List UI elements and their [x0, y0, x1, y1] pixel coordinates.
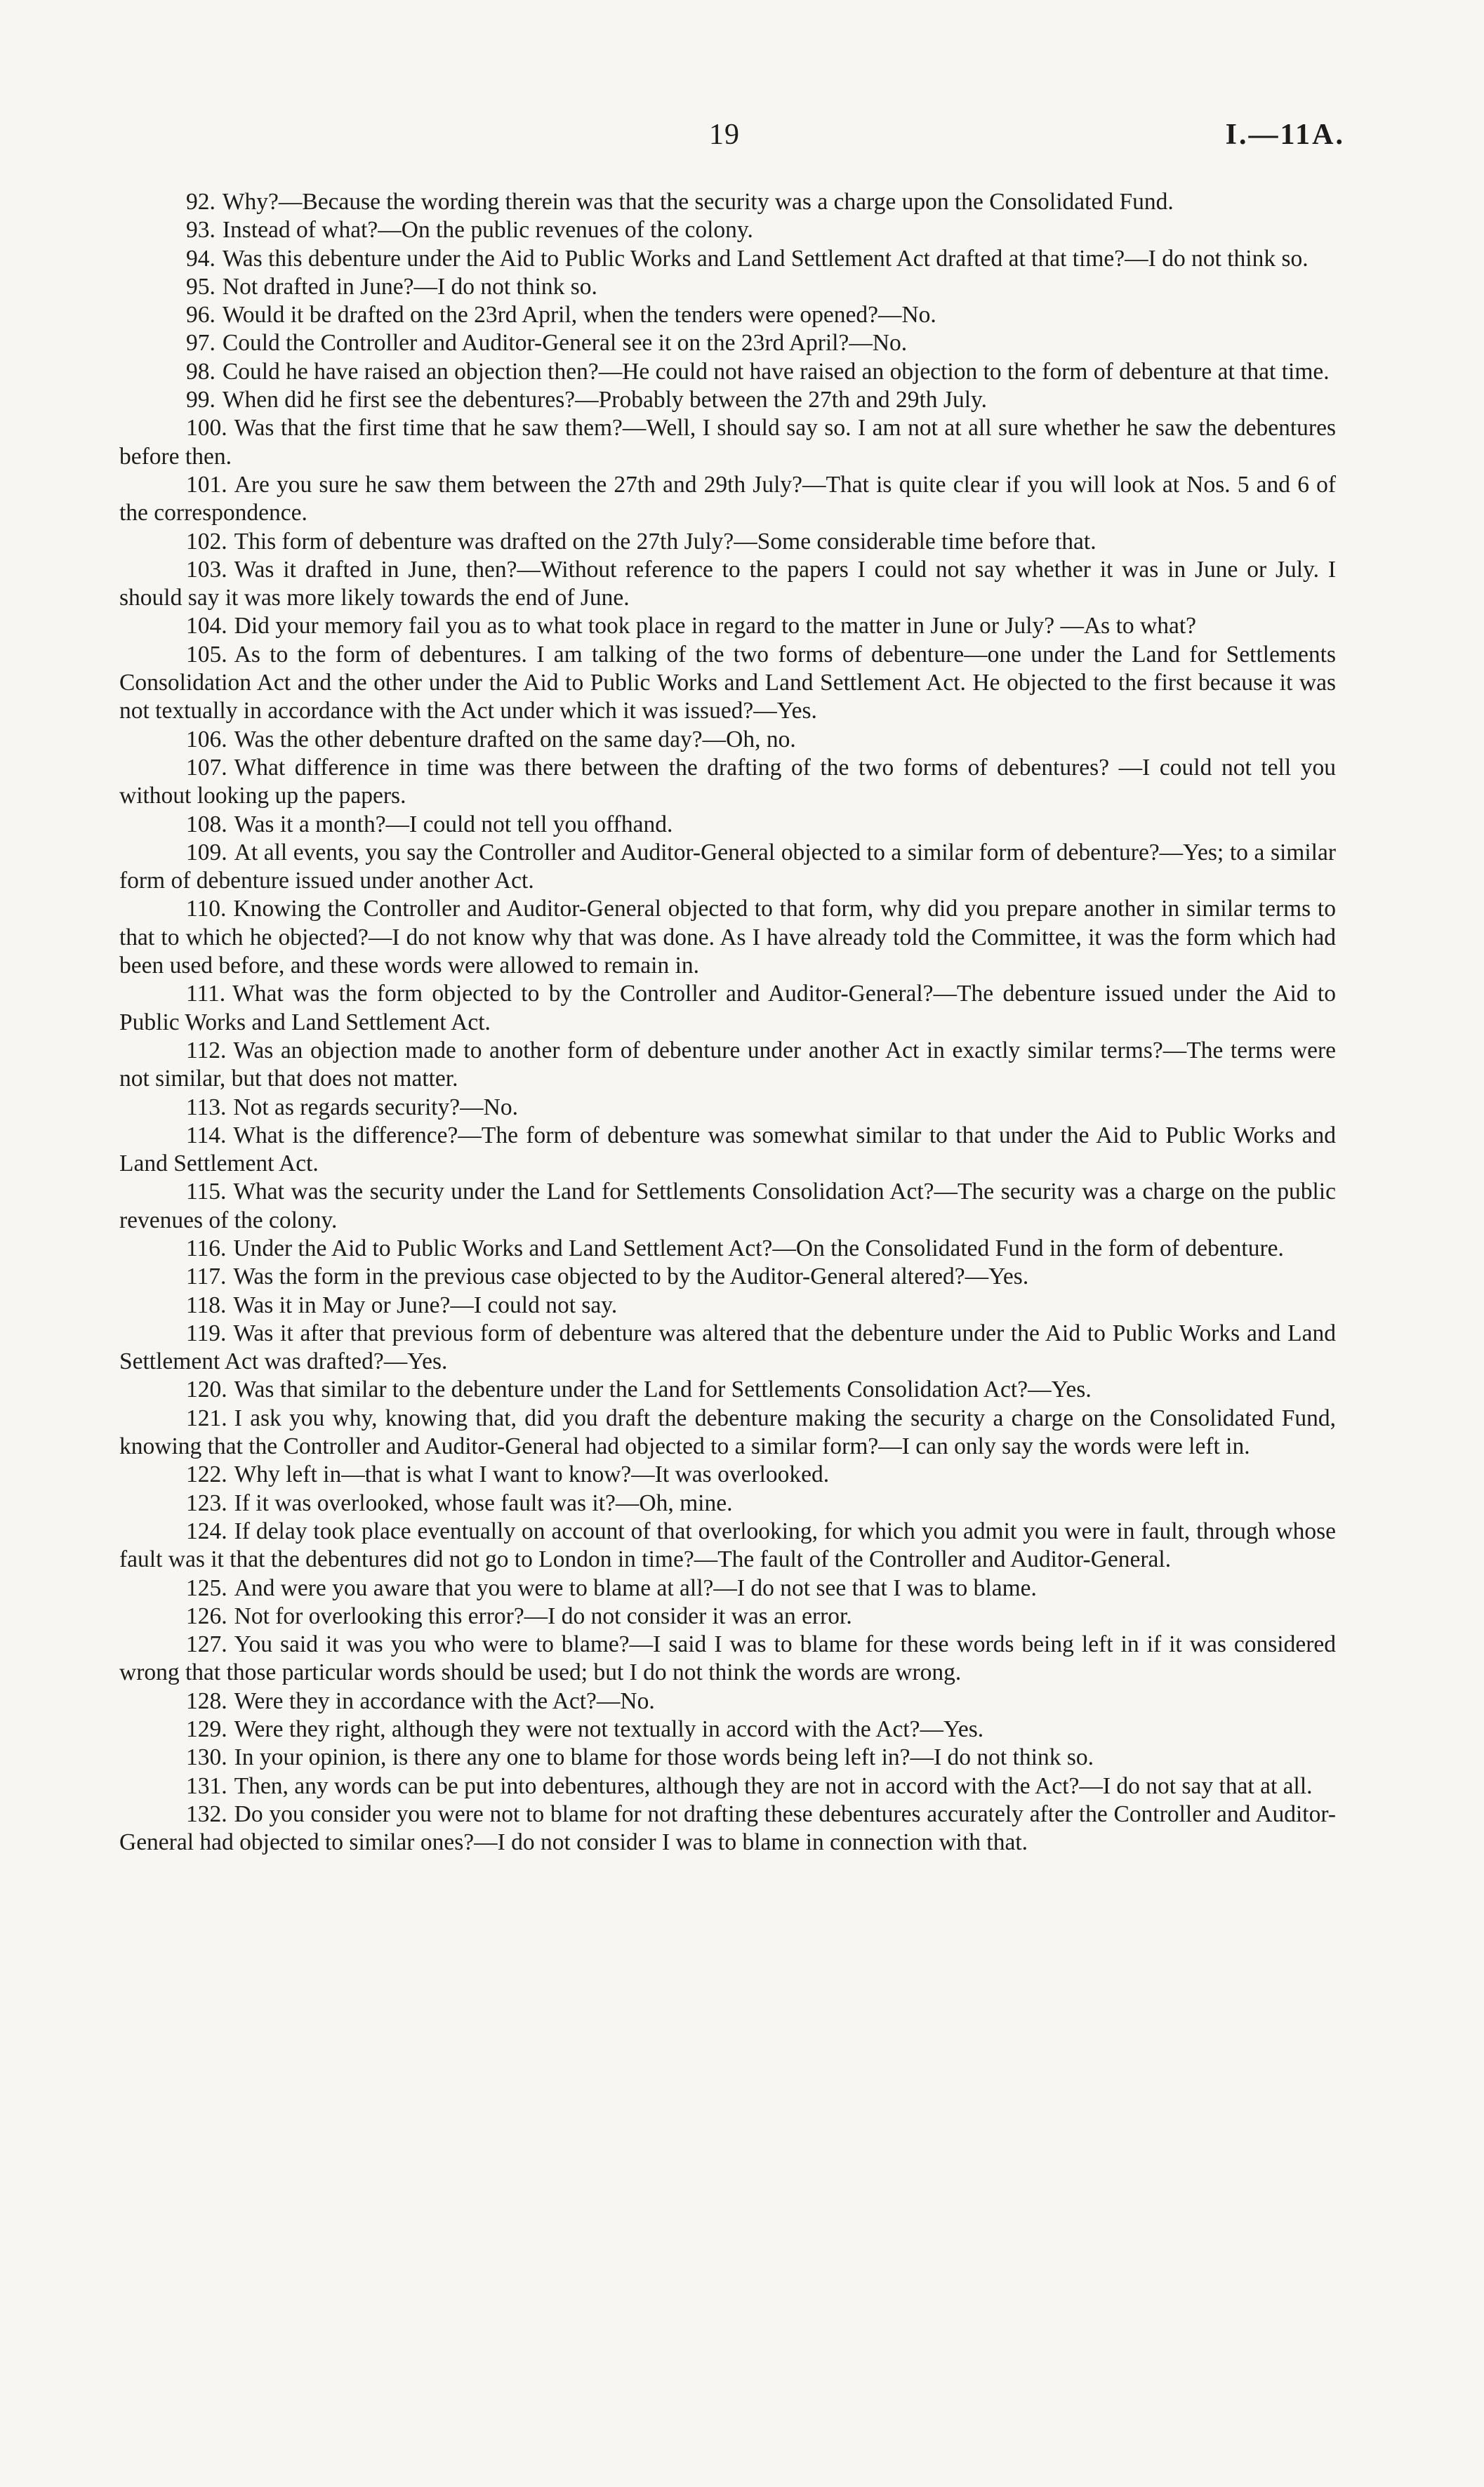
question-answer-paragraph [119, 1235, 1336, 1263]
paragraph-text: Was it drafted in June, then?—Without reference to the papers I could not say whether it was in June or July. I should say it was more likely towards the end of June. [119, 556, 1336, 611]
paragraph-text: Could the Controller and Auditor-General see it on the 23rd April?—No. [222, 330, 908, 357]
paragraph-number: 98. [186, 358, 216, 385]
paragraph-number: 107. [186, 754, 227, 781]
question-answer-paragraph [119, 301, 1336, 329]
paragraph-text: Under the Aid to Public Works and Land Settlement Act?—On the Consolidated Fund in the form of debenture. [233, 1235, 1284, 1261]
question-answer-paragraph [119, 471, 1336, 528]
page-header [0, 118, 1484, 160]
paragraph-text: What was the security under the Land for Settlements Consolidation Act?—The security was a charge on the public revenues of the colony. [119, 1179, 1336, 1233]
paragraph-number: 94. [186, 245, 216, 272]
question-answer-paragraph [119, 188, 1336, 216]
paragraph-text: If it was overlooked, whose fault was it?—Oh, mine. [234, 1490, 733, 1516]
question-answer-paragraph [119, 1490, 1336, 1518]
paragraph-text: Are you sure he saw them between the 27th and 29th July?—That is quite clear if you will look at Nos. 5 and 6 of the correspondence. [119, 471, 1336, 526]
paragraph-text: I ask you why, knowing that, did you draft the debenture making the security a charge on the Consolidated Fund, knowing that the Controller and Auditor-General had objected to a similar form?—I can only say the words were left in. [119, 1405, 1336, 1460]
paragraph-number: 92. [186, 189, 216, 215]
question-answer-paragraph [119, 216, 1336, 244]
question-answer-paragraph [119, 386, 1336, 414]
page-number: 19 [709, 119, 740, 151]
paragraph-text: Knowing the Controller and Auditor-General objected to that form, why did you prepare another in similar terms to that to which he objected?—I do not know why that was done. As I have already told the Committee, it was the form which had been used before, and these words were allowed to remain in. [119, 896, 1336, 979]
question-answer-paragraph [119, 528, 1336, 556]
paragraph-number: 100. [186, 415, 227, 442]
paragraph-number: 93. [186, 217, 216, 244]
paragraph-number: 130. [186, 1744, 227, 1771]
paragraph-number: 118. [186, 1292, 227, 1318]
paragraph-text: Not drafted in June?—I do not think so. [222, 273, 597, 300]
question-answer-paragraph [119, 726, 1336, 754]
paragraph-text: Was the form in the previous case objected to by the Auditor-General altered?—Yes. [233, 1264, 1029, 1290]
paragraph-text: Not as regards security?—No. [233, 1094, 518, 1120]
question-answer-paragraph [119, 895, 1336, 980]
question-answer-paragraph [119, 612, 1336, 640]
paragraph-number: 124. [186, 1518, 227, 1544]
paragraph-text: Were they in accordance with the Act?—No. [234, 1687, 655, 1714]
question-answer-paragraph [119, 1716, 1336, 1744]
paragraph-text: Then, any words can be put into debentures, although they are not in accord with the Act?—I do not say that at all. [234, 1772, 1313, 1799]
paragraph-number: 104. [186, 613, 227, 639]
question-answer-paragraph [119, 414, 1336, 471]
paragraph-number: 109. [186, 839, 227, 866]
paragraph-number: 111. [186, 981, 226, 1007]
paragraph-number: 121. [186, 1405, 227, 1431]
paragraph-text: Was that the first time that he saw them?—Well, I should say so. I am not at all sure whether he saw the debentures before then. [119, 415, 1336, 470]
paragraph-text: What difference in time was there between the drafting of the two forms of debentures? —I could not tell you without looking up the papers. [119, 754, 1336, 809]
question-answer-paragraph [119, 839, 1336, 896]
question-answer-paragraph [119, 754, 1336, 811]
paragraph-number: 126. [186, 1603, 227, 1629]
question-answer-paragraph [119, 1772, 1336, 1800]
paragraph-number: 119. [186, 1320, 227, 1346]
question-answer-paragraph [119, 1320, 1336, 1377]
paragraph-text: Was it after that previous form of debenture was altered that the debenture under the Aid to Public Works and Land Settlement Act was drafted?—Yes. [119, 1320, 1336, 1375]
paragraph-text: Was the other debenture drafted on the same day?—Oh, no. [234, 726, 796, 752]
paragraph-number: 116. [186, 1235, 227, 1261]
question-answer-paragraph [119, 1744, 1336, 1772]
paragraph-text: Not for overlooking this error?—I do not consider it was an error. [234, 1603, 852, 1629]
paragraph-text: If delay took place eventually on account of that overlooking, for which you admit you were in fault, through whose fault was it that the debentures did not go to London in time?—The fault of the Controller and Auditor-General. [119, 1518, 1336, 1573]
paragraph-text: What is the difference?—The form of debenture was somewhat similar to that under the Aid to Public Works and Land Settlement Act. [119, 1122, 1336, 1177]
paragraph-number: 114. [186, 1122, 227, 1148]
paragraph-text: What was the form objected to by the Controller and Auditor-General?—The debenture issued under the Aid to Public Works and Land Settlement Act. [119, 981, 1336, 1035]
paragraph-text: This form of debenture was drafted on the 27th July?—Some considerable time before that. [234, 528, 1097, 555]
question-answer-paragraph [119, 245, 1336, 273]
question-answer-paragraph [119, 273, 1336, 301]
paragraph-text: In your opinion, is there any one to blame for those words being left in?—I do not think so. [234, 1744, 1094, 1771]
paragraph-text: At all events, you say the Controller and Auditor-General objected to a similar form of debenture?—Yes; to a similar form of debenture issued under another Act. [119, 839, 1336, 894]
paragraph-text: Was that similar to the debenture under the Land for Settlements Consolidation Act?—Yes. [234, 1377, 1092, 1403]
paragraph-number: 112. [186, 1037, 227, 1063]
paragraph-number: 131. [186, 1772, 227, 1799]
question-answer-paragraph [119, 1263, 1336, 1291]
question-answer-paragraph [119, 1405, 1336, 1461]
paragraph-number: 102. [186, 528, 227, 555]
paragraph-text: Instead of what?—On the public revenues of the colony. [222, 217, 753, 244]
question-answer-paragraph [119, 1631, 1336, 1687]
paragraph-text: Was it a month?—I could not tell you offhand. [234, 811, 673, 837]
paragraph-number: 120. [186, 1377, 227, 1403]
paragraph-number: 108. [186, 811, 227, 837]
question-answer-paragraph [119, 1122, 1336, 1179]
question-answer-paragraph [119, 1178, 1336, 1235]
paragraph-text: When did he first see the debentures?—Probably between the 27th and 29th July. [222, 387, 987, 413]
paragraph-number: 123. [186, 1490, 227, 1516]
question-answer-paragraph [119, 556, 1336, 613]
question-answer-paragraph [119, 641, 1336, 726]
question-answer-paragraph [119, 1800, 1336, 1857]
paragraph-text: Did your memory fail you as to what took place in regard to the matter in June or July? —As to what? [234, 613, 1197, 639]
question-answer-paragraph [119, 811, 1336, 839]
paragraph-number: 97. [186, 330, 216, 357]
paragraph-text: Could he have raised an objection then?—He could not have raised an objection to the form of debenture at that time. [222, 358, 1330, 385]
question-answer-paragraph [119, 1461, 1336, 1489]
question-answer-paragraph [119, 1518, 1336, 1574]
paragraph-number: 129. [186, 1716, 227, 1743]
paragraph-text: Were they right, although they were not textually in accord with the Act?—Yes. [234, 1716, 984, 1743]
paragraph-text: And were you aware that you were to blame at all?—I do not see that I was to blame. [234, 1574, 1037, 1601]
paragraph-number: 96. [186, 302, 216, 329]
paragraph-text: Why left in—that is what I want to know?—It was overlooked. [234, 1461, 830, 1488]
paragraph-number: 105. [186, 641, 227, 668]
paragraph-text: Was it in May or June?—I could not say. [233, 1292, 618, 1318]
paragraph-text: Was an objection made to another form of debenture under another Act in exactly similar terms?—The terms were not similar, but that does not matter. [119, 1037, 1336, 1092]
paragraph-number: 106. [186, 726, 227, 752]
paragraph-number: 128. [186, 1687, 227, 1714]
paragraph-number: 95. [186, 273, 216, 300]
paragraph-text: Do you consider you were not to blame for not drafting these debentures accurately after the Controller and Auditor-General had objected to similar ones?—I do not consider I was to blame in connection with that. [119, 1800, 1336, 1856]
question-answer-paragraph [119, 329, 1336, 357]
question-answer-paragraph [119, 980, 1336, 1037]
paragraph-number: 113. [186, 1094, 227, 1120]
paragraph-number: 99. [186, 387, 216, 413]
question-answer-paragraph [119, 358, 1336, 386]
paragraph-number: 132. [186, 1800, 227, 1827]
question-answer-paragraph [119, 1574, 1336, 1603]
paragraph-text: You said it was you who were to blame?—I said I was to blame for these words being left in if it was considered wrong that those particular words should be used; but I do not think the words are wrong. [119, 1631, 1336, 1686]
paragraph-text: Would it be drafted on the 23rd April, when the tenders were opened?—No. [222, 302, 936, 329]
question-answer-paragraph [119, 1687, 1336, 1716]
document-body [119, 188, 1336, 1857]
paragraph-number: 117. [186, 1264, 227, 1290]
paragraph-text: Was this debenture under the Aid to Public Works and Land Settlement Act drafted at that time?—I do not think so. [222, 245, 1309, 272]
question-answer-paragraph [119, 1037, 1336, 1094]
paragraph-number: 101. [186, 471, 227, 498]
paragraph-number: 115. [186, 1179, 227, 1205]
question-answer-paragraph [119, 1603, 1336, 1631]
paragraph-number: 125. [186, 1574, 227, 1601]
paragraph-number: 103. [186, 556, 227, 583]
question-answer-paragraph [119, 1292, 1336, 1320]
paragraph-number: 127. [186, 1631, 227, 1658]
question-answer-paragraph [119, 1094, 1336, 1122]
paragraph-number: 122. [186, 1461, 227, 1488]
paragraph-text: Why?—Because the wording therein was that the security was a charge upon the Consolidated Fund. [222, 189, 1174, 215]
paragraph-number: 110. [186, 896, 227, 922]
question-answer-paragraph [119, 1376, 1336, 1404]
document-reference: I.—11A. [1225, 119, 1345, 151]
paragraph-text: As to the form of debentures. I am talking of the two forms of debenture—one under the Land for Settlements Consolidation Act and the other under the Aid to Public Works and Land Settlement Act. He objected to the first because it was not textually in accordance with the Act under which it was issued?—Yes. [119, 641, 1336, 724]
